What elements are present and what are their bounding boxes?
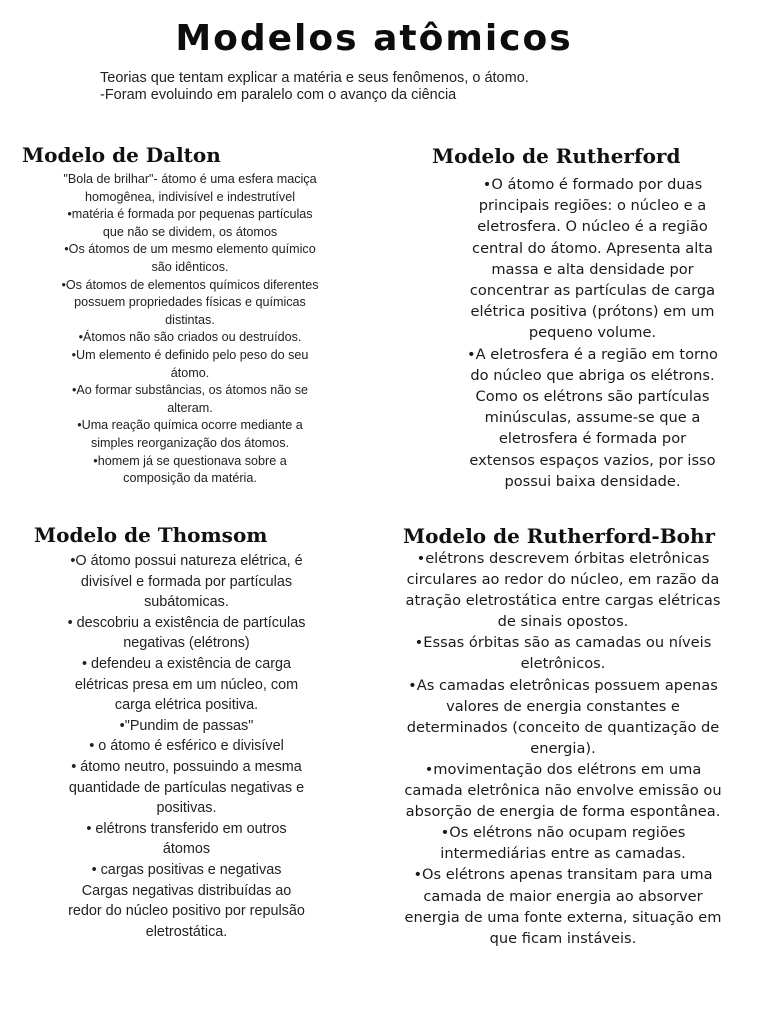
section-body [425, 174, 760, 492]
section-body [14, 551, 359, 942]
text-line: •A eletrosfera é a região em torno [467, 345, 718, 363]
text-line: • elétrons transferido em outros [86, 820, 287, 837]
text-line: Como os elétrons são partículas [475, 388, 710, 406]
text-line: atração eletrostática entre cargas elétricas [405, 592, 721, 610]
text-line: alteram. [167, 400, 213, 415]
subtitle-line: Teorias que tentam explicar a matéria e seus fenômenos, o átomo. [100, 70, 529, 86]
text-line: •elétrons descrevem órbitas eletrônicas [416, 550, 710, 567]
text-line: que ficam instáveis. [489, 929, 637, 947]
text-line: elétrica positiva (prótons) em um [470, 303, 715, 321]
text-line: •Essas órbitas são as camadas ou níveis [414, 634, 712, 652]
text-line: •matéria é formada por pequenas partículas [67, 207, 313, 222]
text-line: • átomo neutro, possuindo a mesma [71, 758, 302, 775]
text-line: são idênticos. [151, 259, 229, 274]
section-rutherford [425, 144, 760, 492]
text-line: •Os átomos de elementos químicos diferentes [61, 277, 319, 292]
text-line: • descobriu a existência de partículas [67, 614, 306, 631]
text-line: positivas. [156, 800, 217, 817]
text-line: concentrar as partículas de carga [469, 282, 716, 300]
text-line: minúsculas, assume-se que a [484, 409, 701, 427]
text-line: • o átomo é esférico e divisível [89, 738, 284, 755]
text-line: central do átomo. Apresenta alta [472, 239, 713, 257]
text-line: quantidade de partículas negativas e [68, 779, 305, 796]
text-line: determinados (conceito de quantização de [406, 718, 720, 736]
text-line: camada de maior energia ao absorver [423, 887, 703, 905]
text-line: •Um elemento é definido pelo peso do seu [71, 347, 309, 362]
text-line: eletrosfera é formada por [498, 430, 687, 448]
text-line: eletrosfera. O núcleo é a região [477, 218, 708, 236]
text-line: composição da matéria. [123, 471, 257, 486]
text-line: extensos espaços vazios, por isso [469, 451, 716, 469]
text-line: átomo. [170, 365, 210, 380]
text-line: simples reorganização dos átomos. [90, 435, 290, 450]
text-line: elétricas presa em um núcleo, com [74, 676, 299, 693]
text-line: possuem propriedades físicas e químicas [74, 295, 306, 310]
text-line: possui baixa densidade. [504, 472, 681, 490]
text-line: Cargas negativas distribuídas ao [81, 882, 292, 899]
text-line: que não se dividem, os átomos [102, 224, 278, 239]
section-heading: Modelo de Thomsom [34, 523, 268, 547]
text-line: absorção de energia de forma espontânea. [405, 803, 721, 821]
text-line: • defendeu a existência de carga [81, 655, 292, 672]
text-line: subátomicas. [144, 594, 229, 611]
section-bohr [358, 524, 768, 949]
section-body [10, 171, 370, 488]
text-line: intermediárias entre as camadas. [440, 845, 686, 863]
text-line: •As camadas eletrônicas possuem apenas [408, 676, 718, 694]
text-line: •Ao formar substâncias, os átomos não se [71, 383, 309, 398]
page-subtitle [100, 70, 700, 104]
section-heading: Modelo de Rutherford-Bohr [403, 524, 716, 548]
section-body [358, 548, 768, 949]
section-dalton [10, 143, 370, 488]
text-line: valores de energia constantes e [446, 697, 680, 715]
text-line: •Os elétrons não ocupam regiões [440, 824, 686, 842]
text-line: homogênea, indivisível e indestrutível [84, 189, 296, 204]
text-line: eletrônicos. [520, 655, 606, 673]
text-line: •Os átomos de um mesmo elemento químico [64, 242, 316, 257]
text-line: de sinais opostos. [497, 613, 629, 631]
section-thomson [14, 523, 359, 942]
text-line: energia). [530, 739, 596, 757]
text-line: principais regiões: o núcleo e a [478, 197, 707, 215]
text-line: divisível e formada por partículas [80, 573, 293, 590]
text-line: •movimentação dos elétrons em uma [424, 760, 702, 778]
section-heading: Modelo de Rutherford [432, 144, 681, 168]
text-line: massa e alta densidade por [491, 260, 694, 278]
text-line: •"Pundim de passas" [119, 717, 254, 734]
text-line: •O átomo possui natureza elétrica, é [70, 553, 303, 569]
text-line: negativas (elétrons) [123, 635, 250, 652]
text-line: átomos [162, 841, 211, 858]
subtitle-line: -Foram evoluindo em paralelo com o avanço da ciência [100, 87, 457, 103]
text-line: redor do núcleo positivo por repulsão [68, 903, 305, 920]
text-line: •homem já se questionava sobre a [93, 453, 287, 468]
text-line: •Uma reação química ocorre mediante a [77, 418, 303, 433]
text-line: •O átomo é formado por duas [482, 176, 703, 193]
text-line: energia de uma fonte externa, situação em [404, 908, 722, 926]
text-line: eletrostática. [145, 923, 228, 940]
page-title: Modelos atômicos [175, 18, 573, 59]
text-line: distintas. [165, 312, 215, 327]
text-line: "Bola de brilhar"- átomo é uma esfera maciça [63, 172, 317, 186]
text-line: circulares ao redor do núcleo, em razão da [406, 571, 720, 589]
text-line: • cargas positivas e negativas [91, 861, 282, 878]
section-heading: Modelo de Dalton [22, 143, 221, 167]
text-line: •Os elétrons apenas transitam para uma [413, 866, 713, 884]
text-line: carga elétrica positiva. [114, 697, 259, 714]
text-line: camada eletrônica não envolve emissão ou [404, 782, 722, 800]
text-line: do núcleo que abriga os elétrons. [470, 366, 715, 384]
text-line: pequeno volume. [528, 324, 657, 342]
text-line: •Átomos não são criados ou destruídos. [78, 330, 302, 345]
